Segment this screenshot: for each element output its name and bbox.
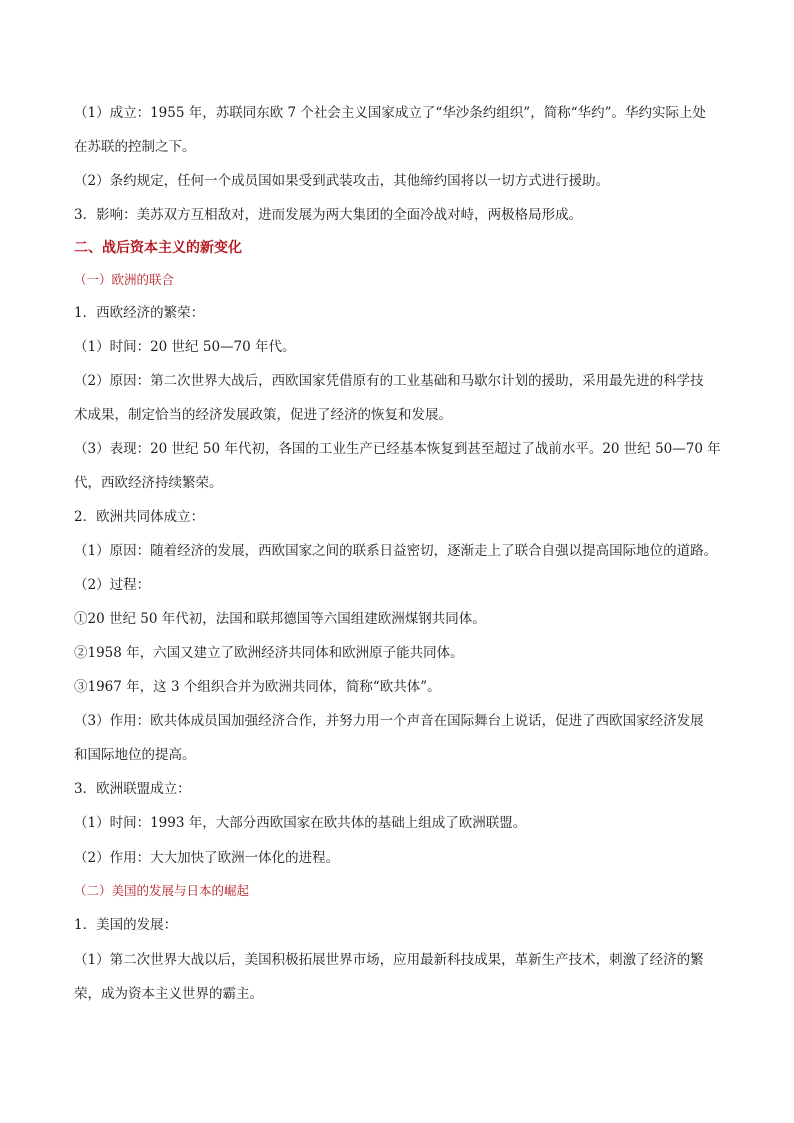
paragraph-line: 和国际地位的提高。 — [74, 747, 196, 763]
paragraph-line: （2）作用：大大加快了欧洲一体化的进程。 — [74, 850, 340, 866]
section-heading: 二、战后资本主义的新变化 — [74, 240, 242, 256]
paragraph-line: 在苏联的控制之下。 — [74, 139, 196, 155]
paragraph-line: 1．西欧经济的繁荣： — [74, 305, 205, 321]
paragraph-line: 荣，成为资本主义世界的霸主。 — [74, 986, 263, 1002]
paragraph-line: 2．欧洲共同体成立： — [74, 509, 205, 525]
paragraph-line: （1）时间：20 世纪 50—70 年代。 — [74, 339, 296, 355]
paragraph-line: （3）表现：20 世纪 50 年代初，各国的工业生产已经基本恢复到甚至超过了战前水平。20 世纪 50—70 年 — [74, 441, 721, 457]
paragraph-line: 代，西欧经济持续繁荣。 — [74, 475, 223, 491]
paragraph-line: （1）时间：1993 年，大部分西欧国家在欧共体的基础上组成了欧洲联盟。 — [74, 815, 527, 831]
paragraph-line: （1）成立：1955 年，苏联同东欧 7 个社会主义国家成立了“华沙条约组织”，简称“华约”。华约实际上处 — [74, 105, 707, 121]
paragraph-line: （2）原因：第二次世界大战后，西欧国家凭借原有的工业基础和马歇尔计划的援助，采用最先进的科学技 — [74, 373, 704, 389]
paragraph-line: （3）作用：欧共体成员国加强经济合作，并努力用一个声音在国际舞台上说话，促进了西欧国家经济发展 — [74, 713, 704, 729]
paragraph-line: ①20 世纪 50 年代初，法国和联邦德国等六国组建欧洲煤钢共同体。 — [74, 611, 486, 627]
paragraph-line: ②1958 年，六国又建立了欧洲经济共同体和欧洲原子能共同体。 — [74, 645, 464, 661]
paragraph-line: （1）第二次世界大战以后，美国积极拓展世界市场，应用最新科技成果，革新生产技术，刺激了经济的繁 — [74, 952, 704, 968]
paragraph-line: （1）原因：随着经济的发展，西欧国家之间的联系日益密切，逐渐走上了联合自强以提高国际地位的道路。 — [74, 543, 718, 559]
paragraph-line: 3．欧洲联盟成立： — [74, 781, 191, 797]
paragraph-line: ③1967 年，这 3 个组织合并为欧洲共同体，简称“欧共体”。 — [74, 679, 441, 695]
subsection-heading: （二）美国的发展与日本的崛起 — [74, 883, 250, 898]
paragraph-line: 3．影响：美苏双方互相敌对，进而发展为两大集团的全面冷战对峙，两极格局形成。 — [74, 207, 583, 223]
subsection-heading: （一）欧洲的联合 — [74, 272, 175, 287]
paragraph-line: 术成果，制定恰当的经济发展政策，促进了经济的恢复和发展。 — [74, 407, 452, 423]
paragraph-line: （2）过程： — [74, 577, 151, 593]
paragraph-line: （2）条约规定，任何一个成员国如果受到武装攻击，其他缔约国将以一切方式进行援助。 — [74, 173, 610, 189]
paragraph-line: 1．美国的发展： — [74, 917, 178, 933]
